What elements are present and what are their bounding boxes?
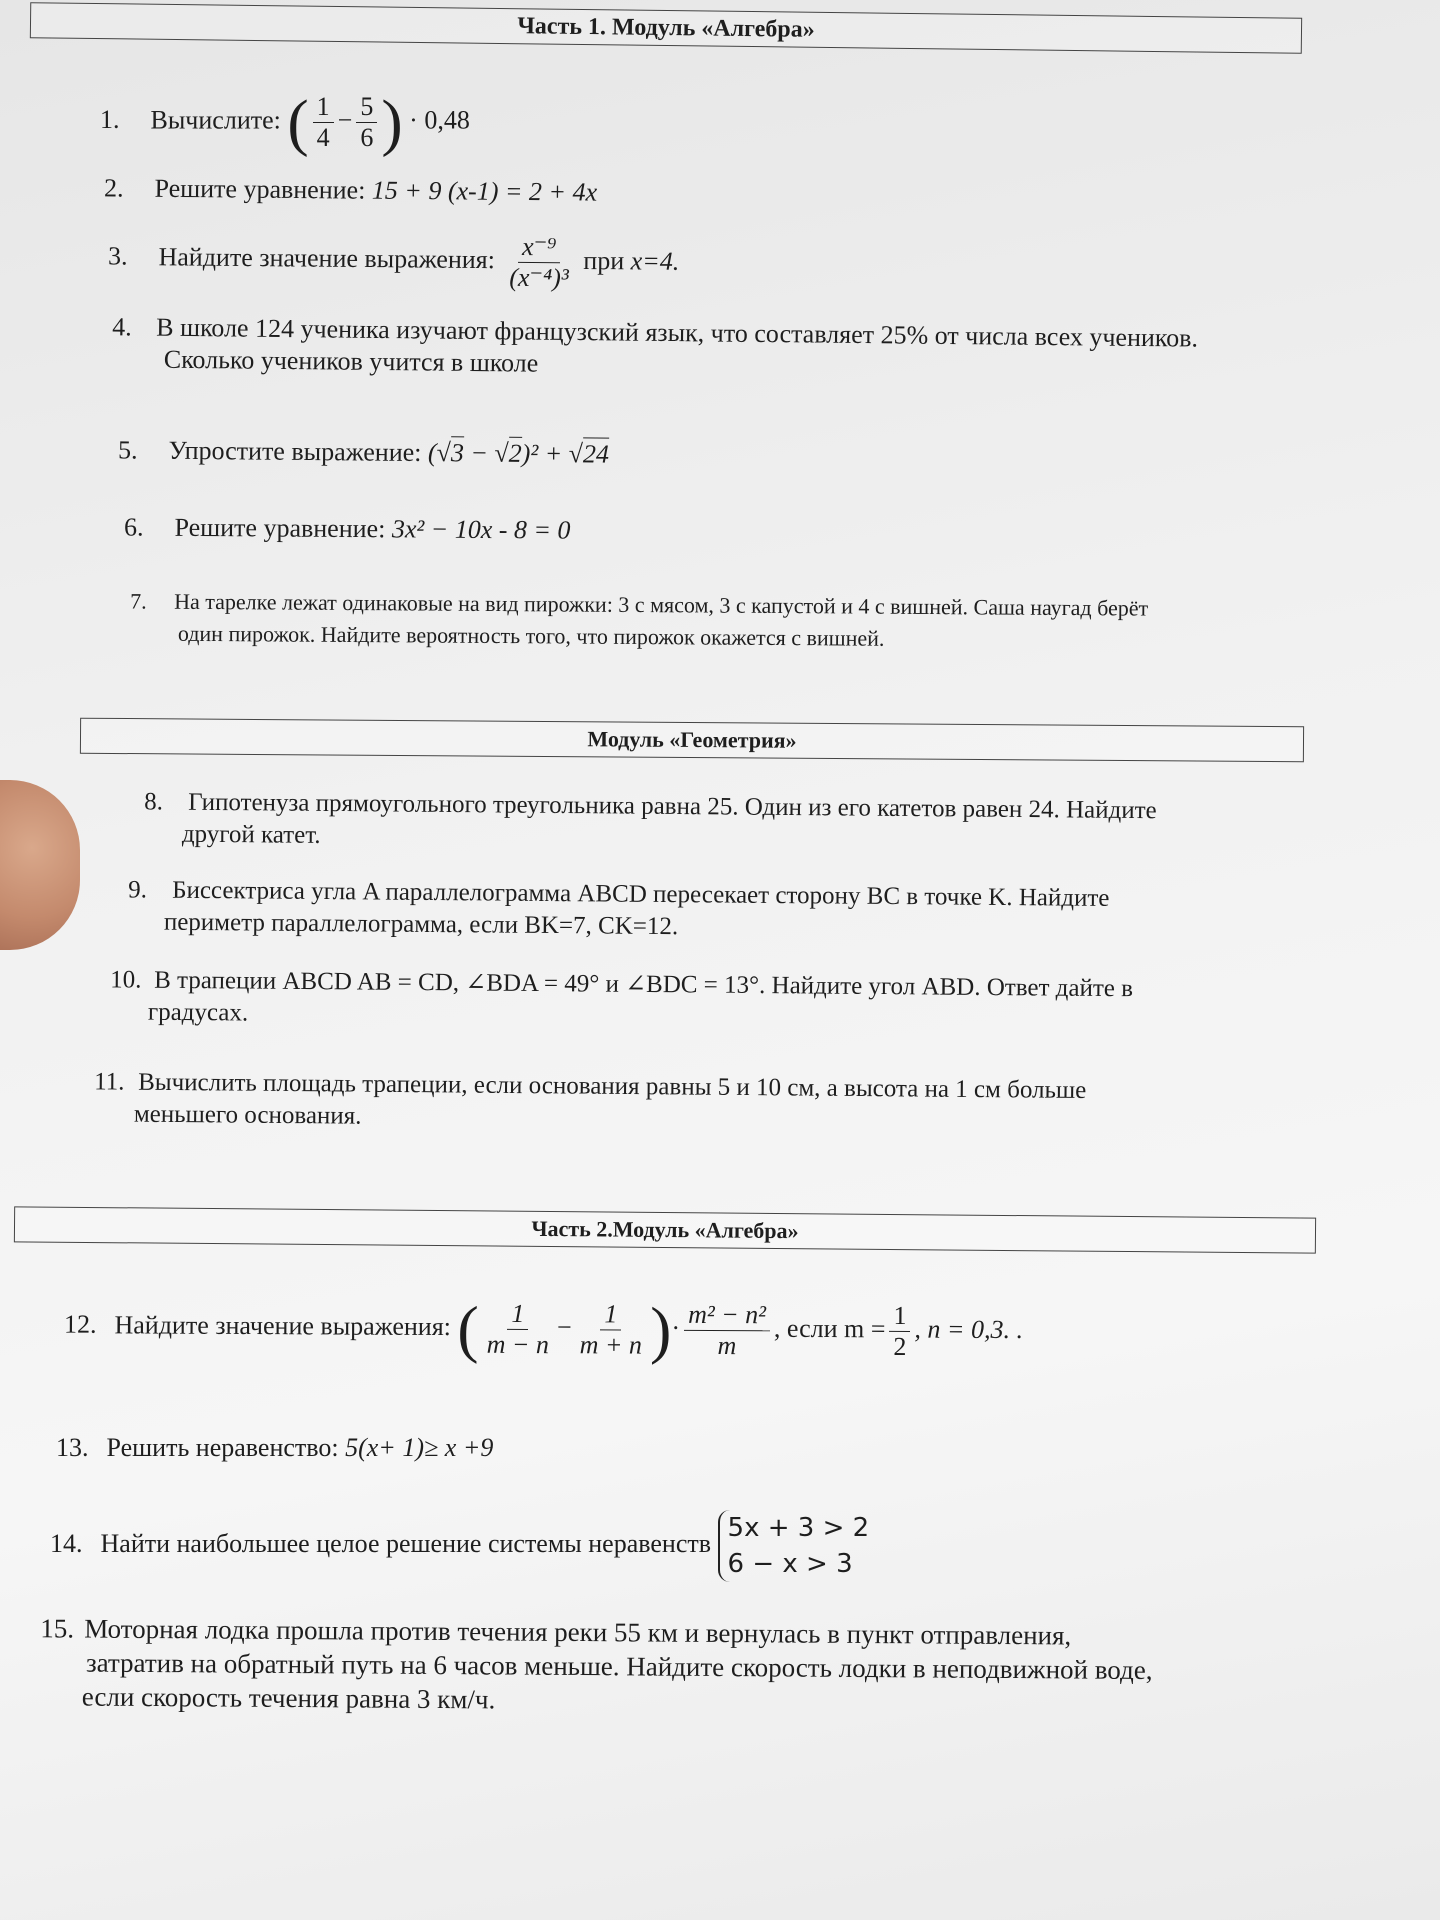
condition: x=4. [630, 246, 680, 276]
inequality: 6 − x > 3 [727, 1549, 853, 1579]
radicand: 24 [582, 439, 610, 469]
numerator: m² − n² [684, 1300, 770, 1331]
question-9 [128, 874, 1429, 949]
question-text: Найти наибольшее целое решение системы неравенств [100, 1528, 712, 1558]
expr-part: )² + √ [521, 438, 584, 469]
question-number: 8. [144, 788, 164, 816]
condition: , n = 0,3. . [914, 1314, 1024, 1345]
question-8 [144, 786, 1440, 861]
inequality: 5x + 3 > 2 [727, 1513, 870, 1543]
paren-left: ( [287, 86, 309, 158]
question-text: периметр параллелограмма, если BK=7, CK=12. [163, 908, 679, 941]
question-1 [100, 86, 1400, 158]
inequality-system [718, 1510, 870, 1582]
numerator: 1 [889, 1301, 910, 1332]
question-number: 4. [112, 312, 132, 342]
denominator: 2 [893, 1331, 907, 1362]
question-text: меньшего основания. [133, 1100, 362, 1130]
question-text: Решить неравенство: [106, 1433, 339, 1462]
question-text: Упростите выражение: [168, 435, 422, 467]
expr-part: (√ [427, 438, 452, 468]
question-number: 5. [117, 435, 138, 465]
question-number: 11. [94, 1068, 125, 1096]
question-number: 14. [50, 1528, 83, 1558]
paren-right: ) [649, 1294, 672, 1366]
question-number: 9. [128, 876, 148, 904]
denominator: 6 [360, 123, 374, 152]
inequality: 5(x+ 1)≥ x +9 [345, 1433, 494, 1462]
denominator: m [717, 1331, 737, 1361]
section-title: Модуль «Геометрия» [587, 726, 797, 753]
question-text: Вычислите: [150, 105, 281, 135]
question-number: 13. [56, 1433, 89, 1462]
denominator: 4 [316, 123, 330, 152]
question-text: Вычислить площадь трапеции, если основания равны 5 и 10 см, а высота на 1 см больше [138, 1068, 1087, 1104]
question-10 [110, 964, 1411, 1039]
question-text: Моторная лодка прошла против течения реки 55 км и вернулась в пункт отправления, [84, 1613, 1072, 1651]
question-number: 12. [63, 1310, 97, 1340]
numerator: 5 [356, 92, 377, 123]
question-number: 15. [40, 1613, 75, 1644]
numerator: x⁻⁹ [518, 232, 561, 263]
question-13 [56, 1432, 1356, 1464]
question-text: Решите уравнение: [174, 512, 386, 544]
question-text: Решите уравнение: [154, 173, 366, 205]
question-6 [124, 511, 1424, 552]
paren-right: ) [381, 86, 403, 158]
question-text: Найдите значение выражения: [114, 1310, 451, 1342]
question-text: один пирожок. Найдите вероятность того, что пирожок окажется с вишней. [177, 620, 885, 651]
question-2 [104, 172, 1404, 215]
question-number: 7. [130, 588, 147, 614]
paren-left: ( [457, 1293, 479, 1365]
numerator: 1 [507, 1299, 528, 1330]
fraction [889, 1301, 910, 1362]
question-number: 6. [123, 512, 144, 542]
fraction [356, 92, 377, 153]
question-number: 3. [107, 241, 128, 271]
radicand: 2 [508, 438, 522, 468]
expression-tail: · 0,48 [409, 105, 470, 135]
section-banner-part1 [30, 2, 1302, 54]
question-text: другой катет. [181, 820, 321, 849]
question-text: градусах. [147, 998, 249, 1027]
fraction [576, 1299, 647, 1360]
denominator: (x⁻⁴)³ [509, 262, 569, 293]
fraction [505, 232, 573, 294]
question-text: Биссектриса угла A параллелограмма ABCD пересекает сторону BC в точке K. Найдите [172, 876, 1110, 912]
question-5 [118, 434, 1418, 477]
question-number: 2. [103, 173, 124, 203]
equation: 15 + 9 (x-1) = 2 + 4x [371, 175, 598, 207]
fraction [313, 92, 334, 153]
question-15 [40, 1611, 1401, 1722]
question-text: затратив на обратный путь на 6 часов меньше. Найдите скорость лодки в неподвижной воде, [85, 1647, 1153, 1686]
fraction [684, 1300, 770, 1361]
question-text: Сколько учеников учится в школе [163, 344, 539, 378]
question-4 [112, 311, 1413, 389]
question-7 [130, 585, 1430, 658]
question-14 [50, 1510, 1350, 1582]
expr-part: − √ [463, 438, 509, 468]
fraction [483, 1299, 554, 1360]
question-text: В трапеции ABCD AB = CD, ∠BDA = 49° и ∠BDC = 13°. Найдите угол ABD. Ответ дайте в [154, 966, 1134, 1003]
expression [428, 436, 609, 468]
equation: 3x² − 10x - 8 = 0 [391, 514, 571, 545]
section-banner-geometry [80, 718, 1304, 763]
question-3 [108, 228, 1408, 300]
numerator: 1 [600, 1299, 621, 1330]
question-text: В школе 124 ученика изучают французский язык, что составляет 25% от числа всех учеников. [156, 312, 1199, 353]
operator: − [556, 1312, 572, 1342]
condition: , если m = [773, 1313, 886, 1344]
denominator: m − n [486, 1329, 550, 1360]
question-text: Гипотенуза прямоугольного треугольника равна 25. Один из его катетов равен 24. Найдите [188, 788, 1157, 825]
question-12 [63, 1293, 1364, 1366]
question-text: На тарелке лежат одинаковые на вид пирожки: 3 с мясом, 3 с капустой и 4 с вишней. Саша наугад берёт [174, 588, 1149, 621]
question-text: Найдите значение выражения: [158, 242, 496, 275]
operator: · [671, 1313, 681, 1343]
question-11 [94, 1066, 1395, 1141]
section-title: Часть 2.Модуль «Алгебра» [531, 1215, 799, 1244]
denominator: m + n [579, 1330, 643, 1360]
numerator: 1 [313, 92, 334, 123]
operator: − [337, 105, 353, 135]
question-text: если скорость течения равна 3 км/ч. [81, 1681, 496, 1715]
question-number: 1. [100, 105, 120, 135]
question-number: 10. [110, 966, 142, 994]
expression-tail: при [583, 245, 625, 276]
radicand: 3 [450, 438, 465, 468]
section-banner-part2 [14, 1206, 1316, 1253]
section-title: Часть 1. Модуль «Алгебра» [517, 12, 815, 43]
